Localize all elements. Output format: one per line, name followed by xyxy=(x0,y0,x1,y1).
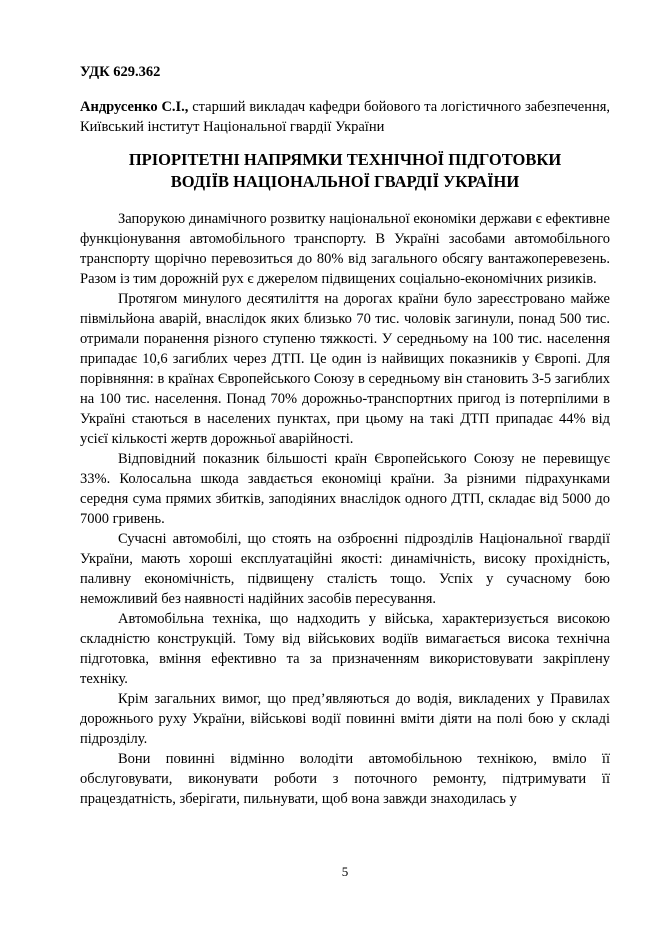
title-line-1: ПРІОРІТЕТНІ НАПРЯМКИ ТЕХНІЧНОЇ ПІДГОТОВКИ xyxy=(128,150,562,169)
author-affiliation: старший викладач кафедри бойового та логістичного забезпечення, Київський інститут Національної гвардії України xyxy=(80,99,611,135)
paragraph: Запорукою динамічного розвитку національної економіки держави є ефективне функціонування автомобільного транспорту. В Україні засобами автомобільного транспорту щорічно перевозиться до 80% від загального обсягу вантажоперевезень. Разом із тим дорожній рух є джерелом підвищених соціально-економічних ризиків. xyxy=(80,211,610,287)
paragraph: Автомобільна техніка, що надходить у війська, характеризується високою складністю конструкцій. Тому від військових водіїв вимагається висока технічна підготовка, вміння ефективно та за призначенням використовувати закріплену техніку. xyxy=(80,611,610,687)
author-block xyxy=(80,97,610,137)
page-number: 5 xyxy=(341,864,349,879)
paragraph: Крім загальних вимог, що пред’являються до водія, викладених у Правилах дорожнього руху України, військові водії повинні вміти діяти на полі бою у складі підрозділу. xyxy=(80,691,610,747)
title-line-2: ВОДІЇВ НАЦІОНАЛЬНОЇ ГВАРДІЇ УКРАЇНИ xyxy=(170,172,520,191)
paragraph: Вони повинні відмінно володіти автомобільною технікою, вміло її обслуговувати, виконувати роботи з поточного ремонту, підтримувати її працездатність, зберігати, пильнувати, щоб вона завжди знаходилась у xyxy=(80,751,610,807)
udc-code: УДК 629.362 xyxy=(80,64,161,80)
paragraph: Сучасні автомобілі, що стоять на озброєнні підрозділів Національної гвардії України, мають хороші експлуатаційні якості: динамічність, високу прохідність, паливну економічність, підвищену сталість тощо. Успіх у сучасному бою неможливий без наявності надійних засобів пересування. xyxy=(80,531,610,607)
paragraph: Відповідний показник більшості країн Європейського Союзу не перевищує 33%. Колосальна шкода завдається економіці країни. За різними підрахунками середня сума прямих збитків, заподіяних внаслідок одного ДТП, складає від 5000 до 7000 гривень. xyxy=(80,451,610,527)
article-title xyxy=(80,149,610,193)
author-name: Андрусенко С.І., xyxy=(80,99,189,115)
article-body xyxy=(80,209,610,809)
paragraph: Протягом минулого десятиліття на дорогах країни було зареєстровано майже півмільйона аварій, внаслідок яких близько 70 тис. чоловік загинули, понад 500 тис. отримали поранення різного ступеню тяжкості. У середньому на 100 тис. населення припадає 10,6 загиблих через ДТП. Це один із найвищих показників у Європі. Для порівняння: в країнах Європейського Союзу в середньому він становить 3-5 загиблих на 100 тис. населення. Понад 70% дорожньо-транспортних пригод із потерпілими в Україні стаються в населених пунктах, при цьому на такі ДТП припадає 44% від усієї кількості жертв дорожньої аварійності. xyxy=(80,291,610,447)
